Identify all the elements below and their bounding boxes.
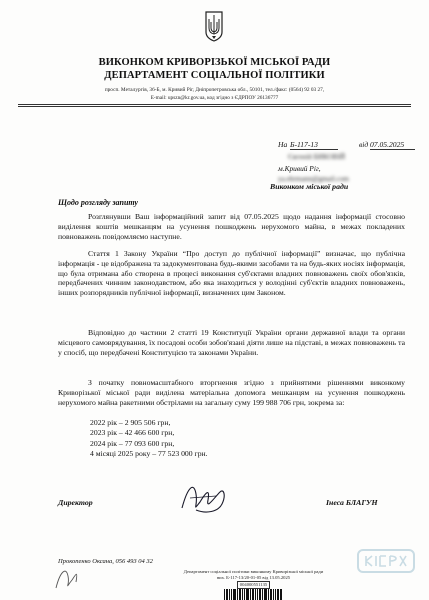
- barcode-icon: [224, 589, 282, 600]
- recipient-name: Євгеній БИКОВІЙ: [288, 153, 346, 161]
- body-paragraph-4: З початку повномасштабного вторгнення згідно з прийнятими рішеннями виконкому Криворізької міської ради виділена матеріальна допомога мешканцям на усунення пошкоджень нерухомого майна ракетними обстрілами на загальну суму 199 988 706 грн, зокрема за:: [58, 378, 405, 407]
- reference-na-label: На: [278, 140, 288, 149]
- signatory-title: Директор: [58, 498, 93, 507]
- recipient-email: ya.ehrmann@gmail.com: [278, 175, 349, 183]
- letter-subject: Щодо розгляду запиту: [58, 198, 138, 207]
- recipient-organization: Виконком міської ради: [270, 182, 349, 191]
- body-paragraph-3: Відповідно до частини 2 статті 19 Конституції України органи державної влади та органи місцевого самоврядування, їх посадові особи зобов'язані діяти лише на підставі, в межах повноважень та у спосіб, що передбачені Конституцією та законами України.: [58, 328, 405, 357]
- org-line-2: ДЕПАРТАМЕНТ СОЦІАЛЬНОЇ ПОЛІТИКИ: [104, 70, 325, 81]
- amount-item: 4 місяці 2025 року – 77 523 000 грн.: [90, 449, 208, 459]
- stamp-number: 004000551135: [237, 581, 270, 589]
- reference-number: Б-117-13: [290, 140, 318, 149]
- signatory-name: Інеса БЛАГУН: [326, 498, 378, 507]
- amounts-list: [90, 418, 208, 460]
- handwritten-mark: [52, 562, 82, 592]
- coat-of-arms-icon: [204, 10, 224, 42]
- reference-vid-label: від: [359, 140, 369, 149]
- reference-date-underline: [370, 149, 415, 150]
- header-divider: [18, 104, 411, 105]
- stamp-line-1: Департамент соціальної політики виконкому Криворізької міської ради: [183, 569, 324, 574]
- executor-contact: Прокопенко Оксана, 056 493 04 32: [58, 558, 153, 565]
- body-paragraph-1: Розглянувши Ваш інформаційний запит від 07.05.2025 щодо надання інформації стосовно виділення коштів мешканцям на усунення пошкоджень нерухомого майна, в межах покладених повноважень повідомляємо наступне.: [58, 212, 405, 241]
- amount-item: 2024 рік – 77 093 600 грн,: [90, 438, 175, 448]
- recipient-city: м.Кривий Ріг,: [278, 164, 321, 173]
- reference-date: 07.05.2025: [370, 140, 405, 149]
- org-line-1: ВИКОНКОМ КРИВОРІЗЬКОЇ МІСЬКОЇ РАДИ: [98, 57, 331, 68]
- body-paragraph-2: Стаття 1 Закону України “Про доступ до публічної інформації” визначає, що публічна інформація - це відображена та задокументована будь-якими засобами та на будь-яких носіях інформація, що була отримана або створена в процесі виконання суб'єктами владних повноважень своїх обов'язків, передбачених чинним законодавством, або яка знаходиться у володінні суб'єктів владних повноважень, інших розпорядників публічної інформації, визначених цим Законом.: [58, 249, 405, 298]
- amount-item: 2023 рік – 42 466 600 грн,: [90, 428, 175, 438]
- handwritten-signature: [176, 478, 232, 518]
- amount-item: 2022 рік – 2 905 506 грн,: [90, 418, 171, 427]
- reference-number-underline: [290, 149, 338, 150]
- stamp-line-2: вих. Б-117-13/20-01-05 від 13.05.2025: [216, 575, 291, 580]
- header-divider-secondary: [18, 106, 411, 107]
- watermark-logo-icon: [356, 540, 416, 580]
- address-line-1: просп. Металургів, 36-Б, м. Кривий Ріг, Дніпропетровська обл., 50101, тел./факс: (0564) 92 03 27,: [104, 87, 325, 93]
- address-line-2: E-mail: upszn@kr.gov.ua, код згідно з ЄДРПОУ 26136777: [150, 95, 279, 101]
